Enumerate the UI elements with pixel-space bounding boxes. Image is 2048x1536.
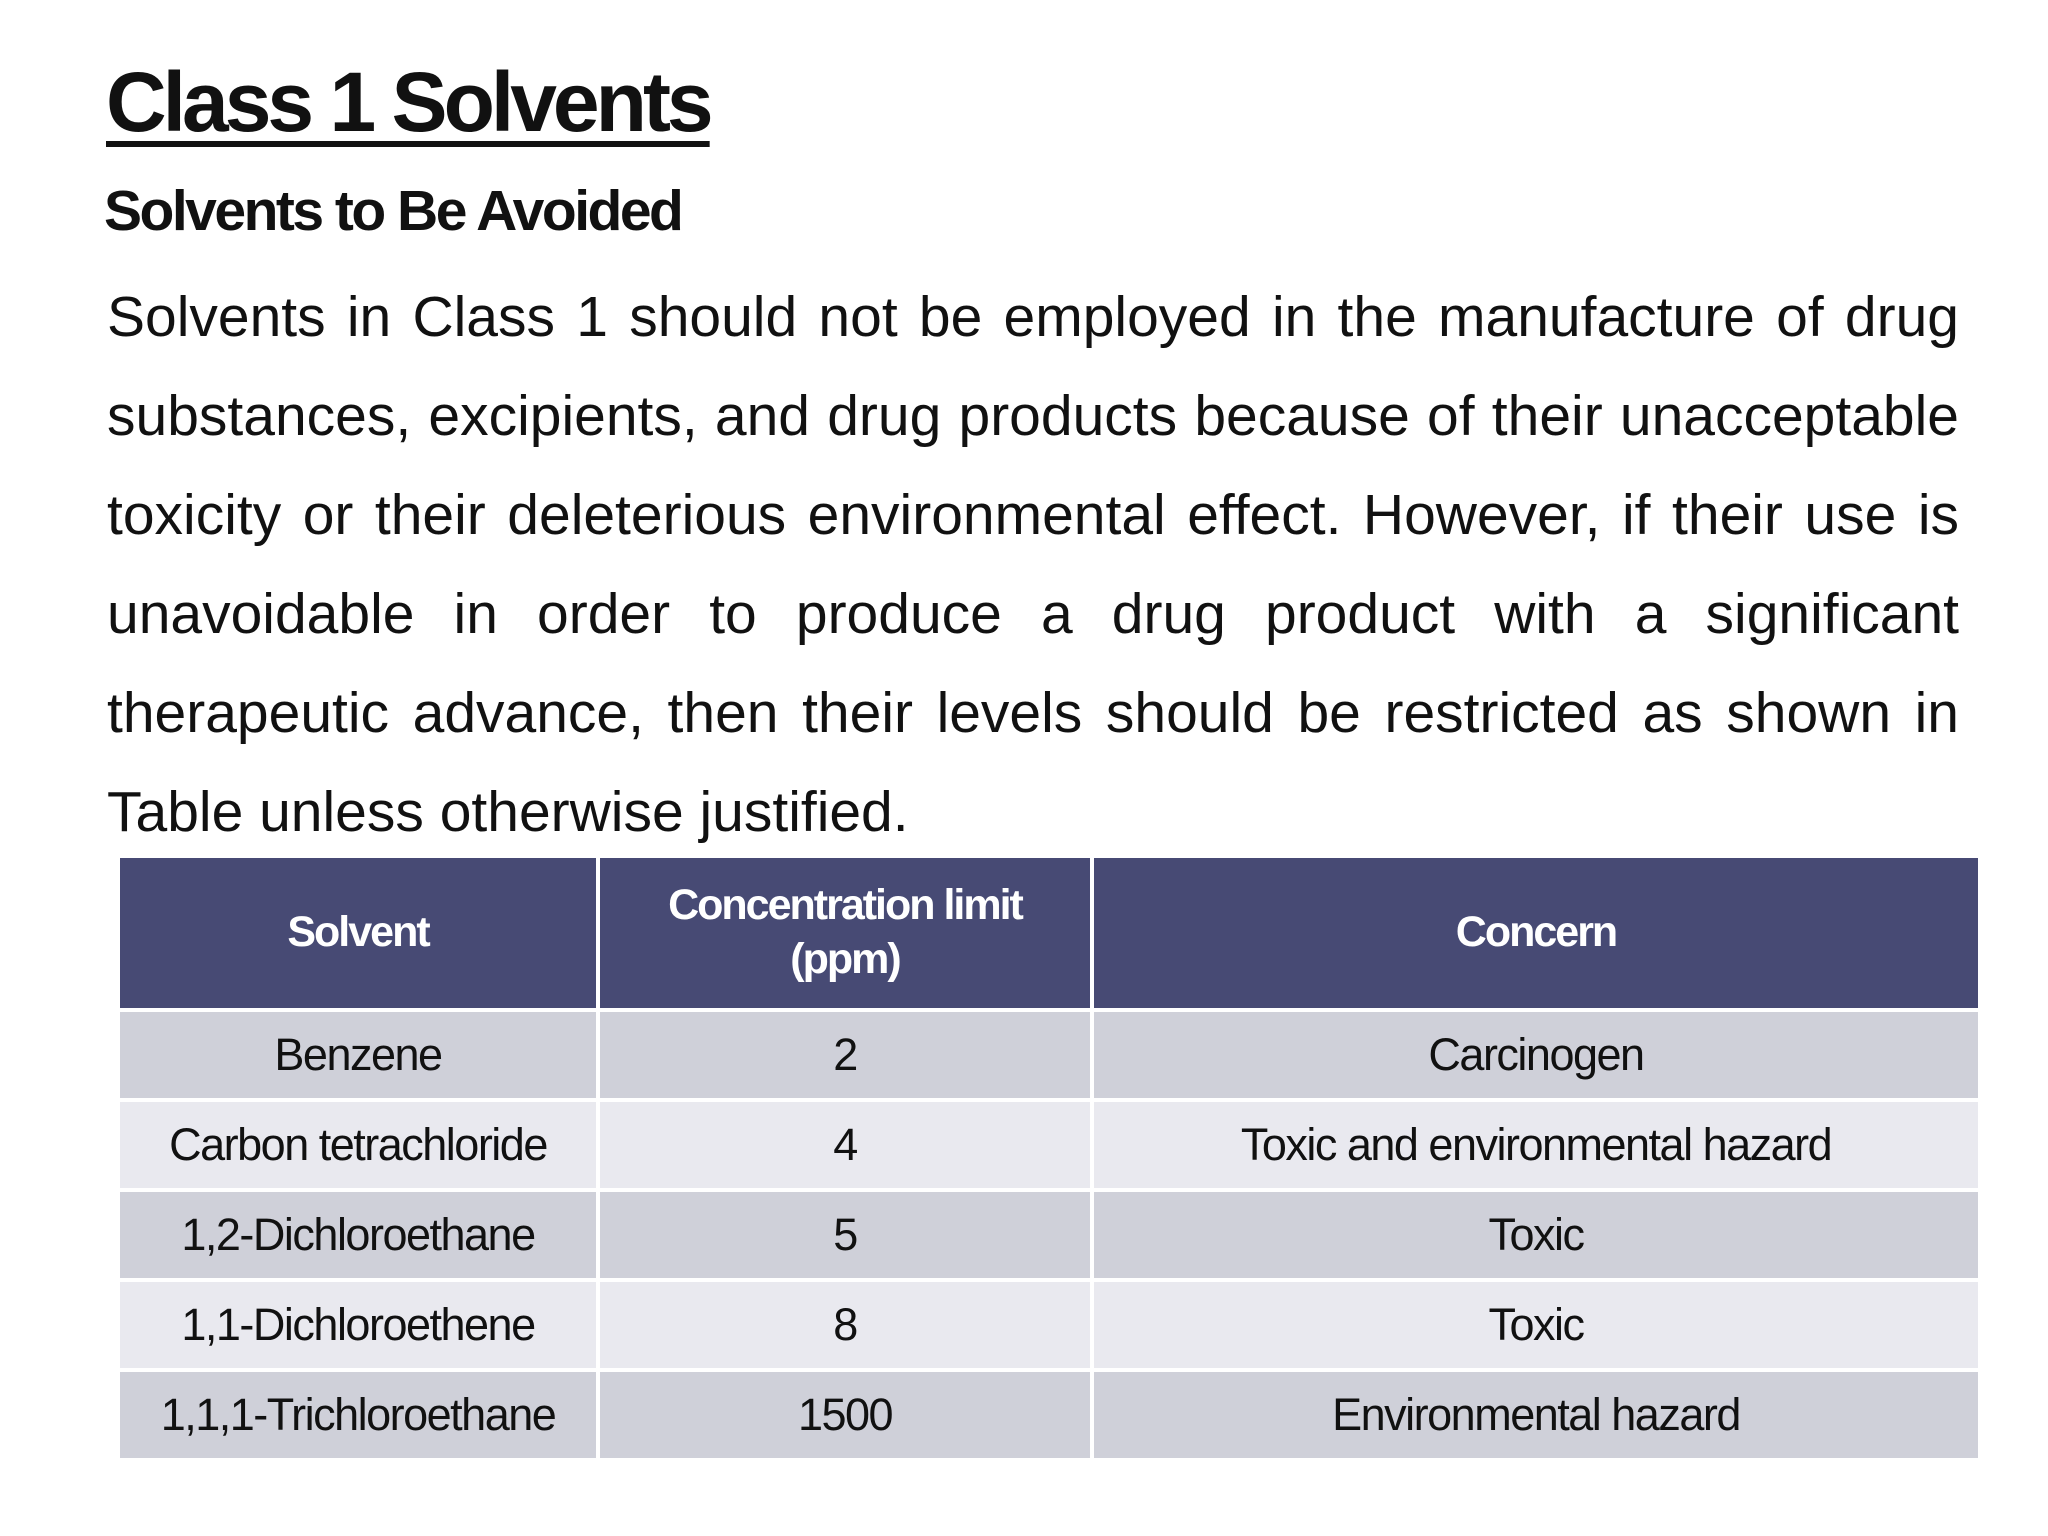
cell-concern: Toxic: [1094, 1192, 1978, 1278]
cell-limit: 5: [600, 1192, 1090, 1278]
cell-concern: Carcinogen: [1094, 1012, 1978, 1098]
table-row: [120, 1282, 1978, 1368]
cell-concern: Toxic: [1094, 1282, 1978, 1368]
cell-concern: Environmental hazard: [1094, 1372, 1978, 1458]
body-paragraph: Solvents in Class 1 should not be employed in the manufacture of drug substances, excipients, and drug products because of their unacceptable toxicity or their deleterious environmental effect. However, if their use is unavoidable in order to produce a drug product with a significant therapeutic advance, then their levels should be restricted as shown in Table unless otherwise justified.: [107, 285, 1959, 844]
slide-subtitle: Solvents to Be Avoided: [104, 179, 682, 243]
header-concentration-limit: [600, 858, 1090, 1008]
cell-solvent: 1,2-Dichloroethane: [120, 1192, 596, 1278]
header-limit-line1: Concentration limit: [668, 881, 1022, 930]
cell-limit: 2: [600, 1012, 1090, 1098]
cell-limit: 1500: [600, 1372, 1090, 1458]
slide-title: Class 1 Solvents: [106, 55, 710, 149]
header-solvent: Solvent: [120, 858, 596, 1008]
cell-solvent: 1,1,1-Trichloroethane: [120, 1372, 596, 1458]
solvent-table-container: [120, 858, 1978, 1458]
cell-concern: Toxic and environmental hazard: [1094, 1102, 1978, 1188]
cell-limit: 4: [600, 1102, 1090, 1188]
cell-solvent: Benzene: [120, 1012, 596, 1098]
header-limit-line2: (ppm): [790, 935, 900, 983]
table-row: [120, 1012, 1978, 1098]
table-row: [120, 1372, 1978, 1458]
cell-solvent: 1,1-Dichloroethene: [120, 1282, 596, 1368]
table-header-row: [120, 858, 1978, 1008]
header-concern: Concern: [1094, 858, 1978, 1008]
cell-limit: 8: [600, 1282, 1090, 1368]
table-row: [120, 1102, 1978, 1188]
table-row: [120, 1192, 1978, 1278]
solvent-table: [116, 854, 1982, 1462]
cell-solvent: Carbon tetrachloride: [120, 1102, 596, 1188]
